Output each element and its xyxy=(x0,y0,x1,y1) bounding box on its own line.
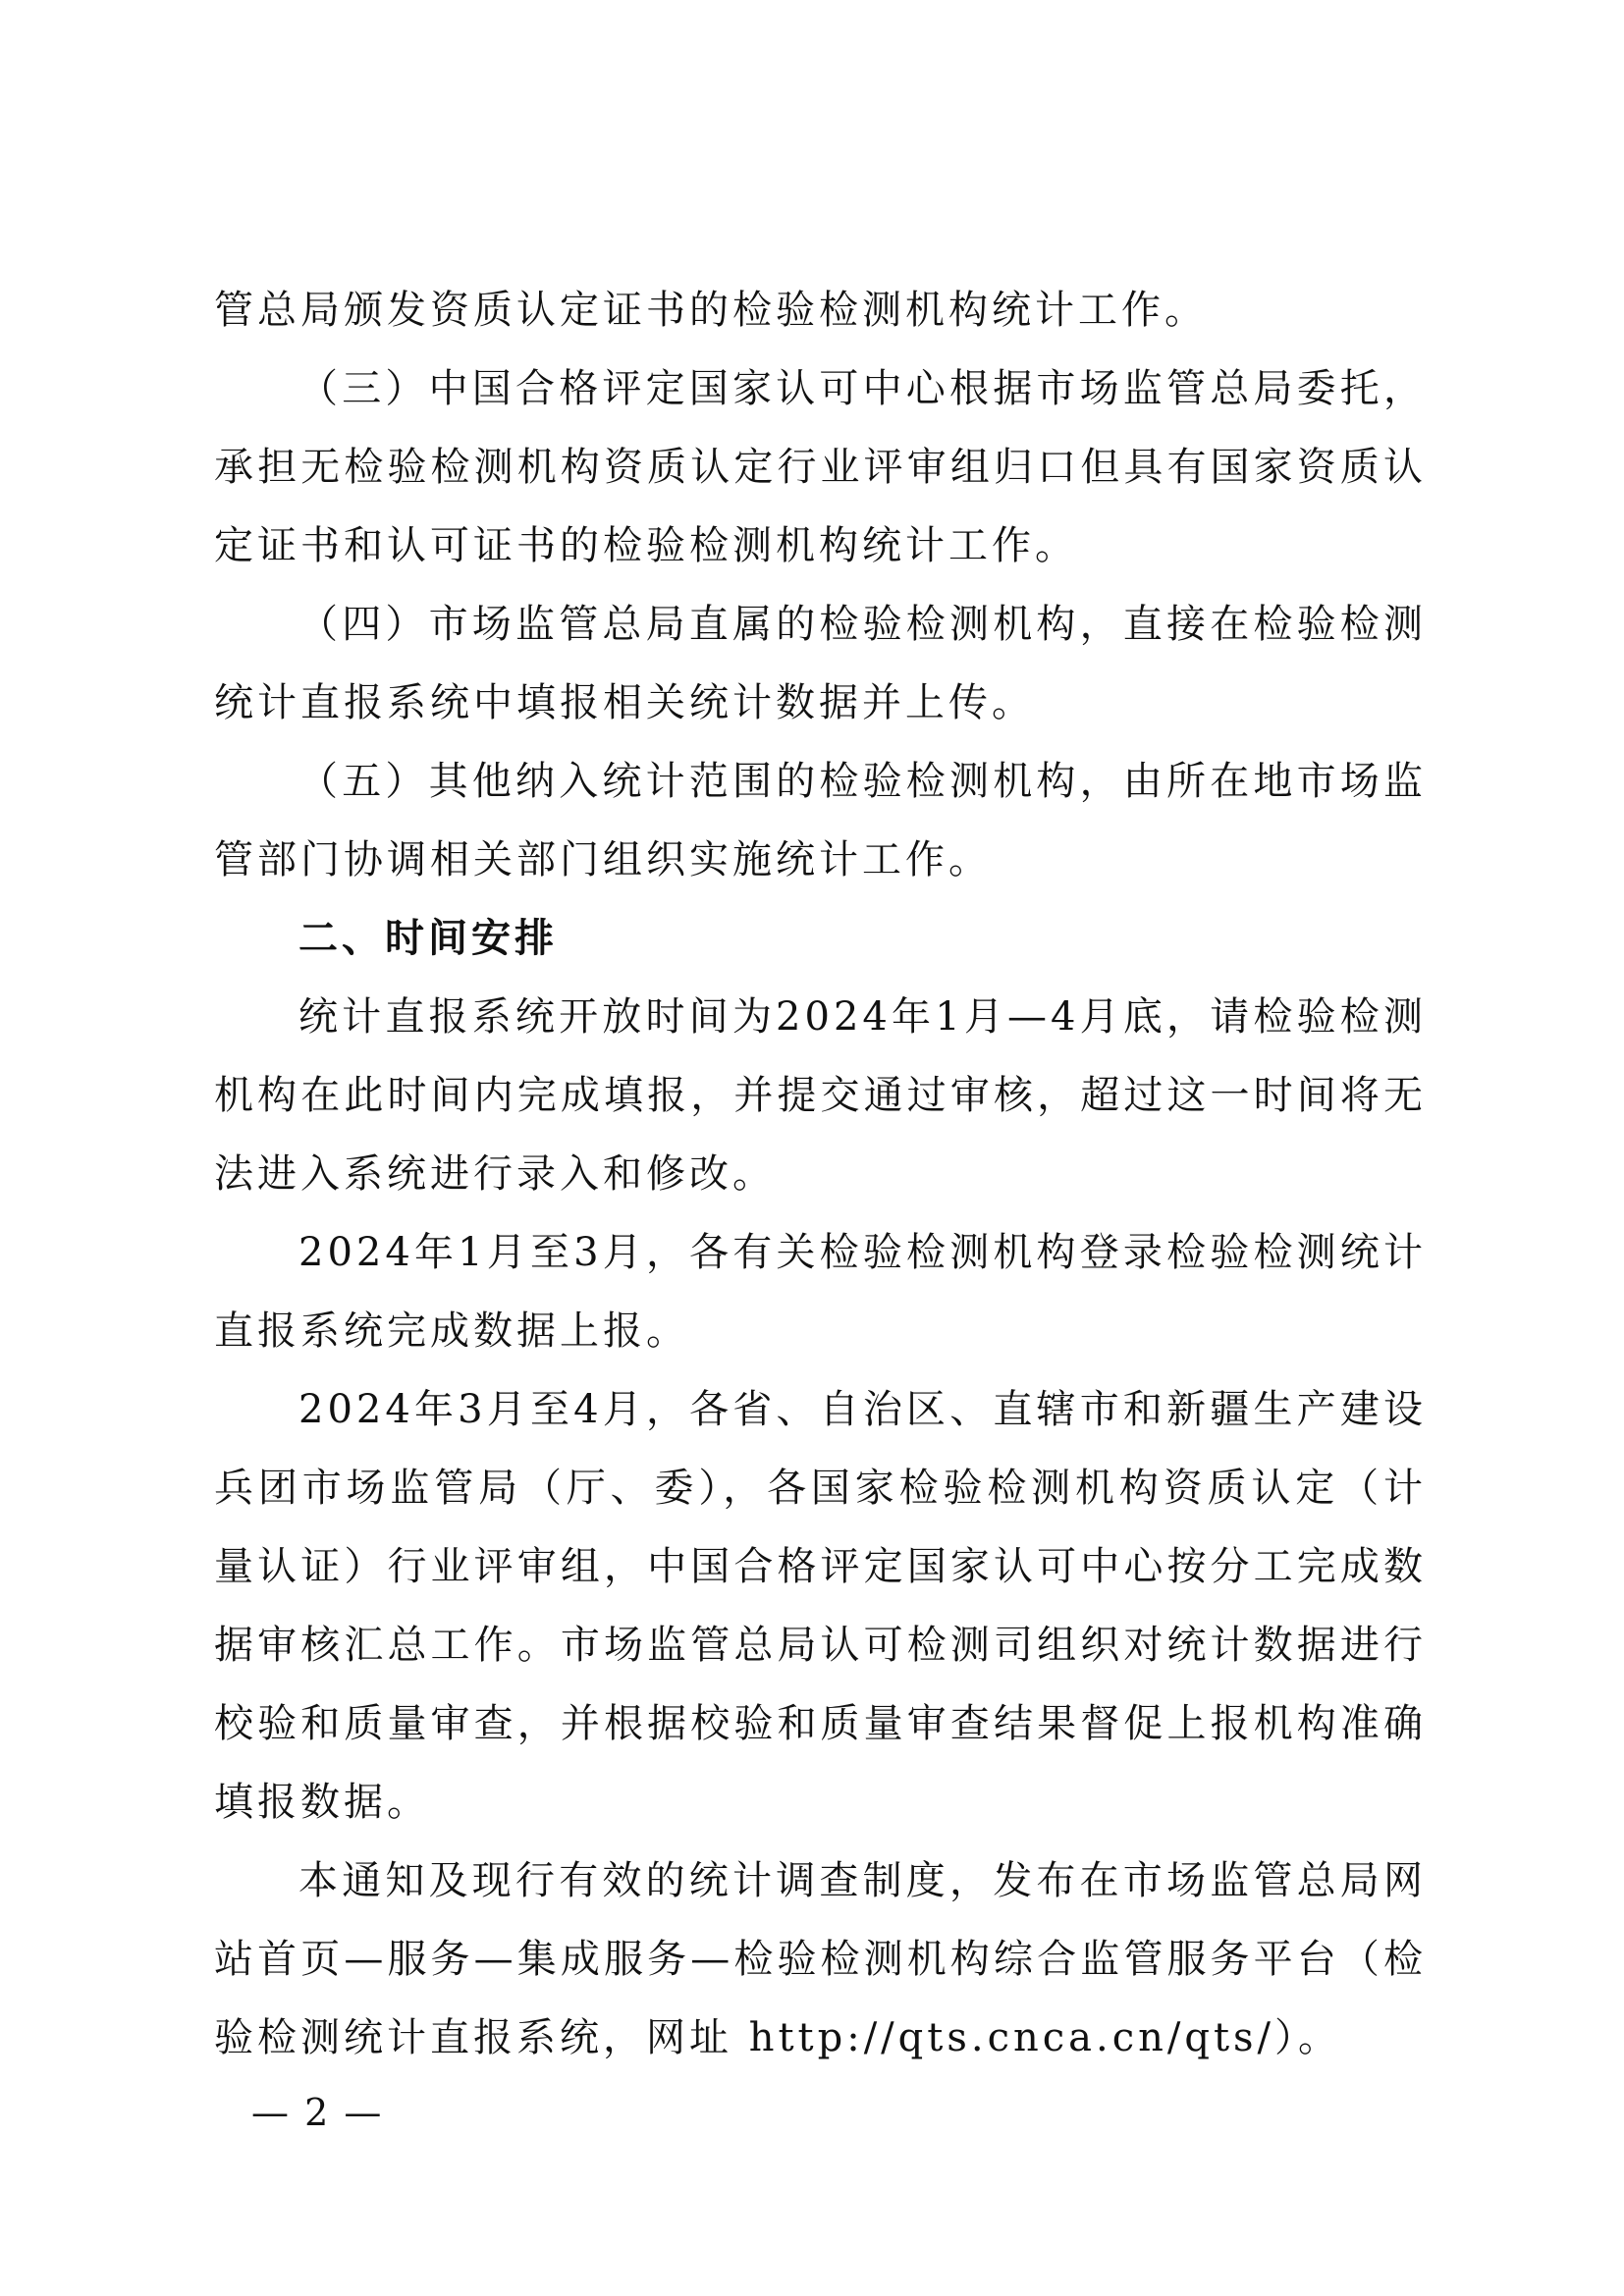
paragraph-website-notice: 本通知及现行有效的统计调查制度，发布在市场监管总局网站首页—服务—集成服务—检验检测机构综合监管服务平台（检验检测统计直报系统，网址 http://qts.cnca.cn/qts/）。 xyxy=(214,1858,1427,2060)
paragraph-system-open-time: 统计直报系统开放时间为2024年1月—4月底，请检验检测机构在此时间内完成填报，并提交通过审核，超过这一时间将无法进入系统进行录入和修改。 xyxy=(214,994,1427,1197)
paragraph-item-five: （五）其他纳入统计范围的检验检测机构，由所在地市场监管部门协调相关部门组织实施统计工作。 xyxy=(214,759,1427,882)
paragraph-jan-mar: 2024年1月至3月，各有关检验检测机构登录检验检测统计直报系统完成数据上报。 xyxy=(214,1230,1427,1354)
section-heading-schedule: 二、时间安排 xyxy=(298,916,558,961)
paragraph-item-three: （三）中国合格评定国家认可中心根据市场监管总局委托，承担无检验检测机构资质认定行业评审组归口但具有国家资质认定证书和认可证书的检验检测机构统计工作。 xyxy=(214,366,1427,568)
page-number: — 2 — xyxy=(251,2091,384,2134)
document-body xyxy=(214,271,1427,2077)
paragraph-item-four: （四）市场监管总局直属的检验检测机构，直接在检验检测统计直报系统中填报相关统计数据并上传。 xyxy=(214,602,1427,725)
paragraph-continuation: 管总局颁发资质认定证书的检验检测机构统计工作。 xyxy=(214,288,1208,333)
paragraph-mar-apr: 2024年3月至4月，各省、自治区、直辖市和新疆生产建设兵团市场监管局（厅、委），各国家检验检测机构资质认定（计量认证）行业评审组，中国合格评定国家认可中心按分工完成数据审核汇总工作。市场监管总局认可检测司组织对统计数据进行校验和质量审查，并根据校验和质量审查结果督促上报机构准确填报数据。 xyxy=(214,1387,1427,1825)
